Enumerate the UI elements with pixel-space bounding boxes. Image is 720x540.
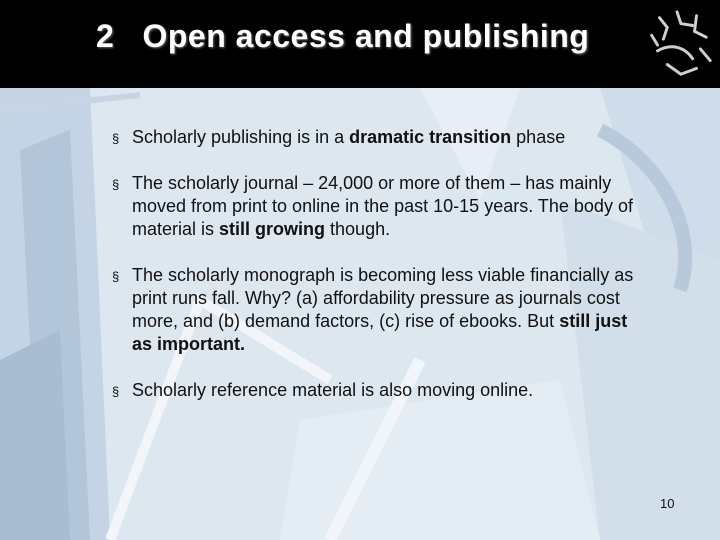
bullet-text: Scholarly reference material is also moving online. bbox=[132, 380, 534, 400]
heraldic-crest-icon bbox=[638, 6, 716, 84]
bullet-marker: § bbox=[112, 131, 120, 146]
bullet-text: Scholarly publishing is in a dramatic transition phase bbox=[132, 127, 566, 147]
bullet-text: The scholarly journal – 24,000 or more of them – has mainly moved from print to online in the past 10-15 years. The body of material is still growing though. bbox=[132, 173, 633, 239]
bullet-list bbox=[112, 126, 652, 402]
bullet-marker: § bbox=[112, 269, 120, 284]
bullet-marker: § bbox=[112, 177, 120, 192]
page-number: 10 bbox=[660, 496, 675, 511]
list-item bbox=[112, 264, 652, 356]
list-item bbox=[112, 126, 652, 149]
slide-title: 2 Open access and publishing bbox=[96, 18, 590, 54]
bullet-marker: § bbox=[112, 384, 120, 399]
list-item bbox=[112, 379, 652, 402]
title-bar bbox=[0, 0, 720, 88]
bullet-text: The scholarly monograph is becoming less viable financially as print runs fall. Why? (a) affordability pressure as journals cost more, and (b) demand factors, (c) rise of ebooks. But still just as important. bbox=[132, 265, 634, 354]
list-item bbox=[112, 172, 652, 241]
